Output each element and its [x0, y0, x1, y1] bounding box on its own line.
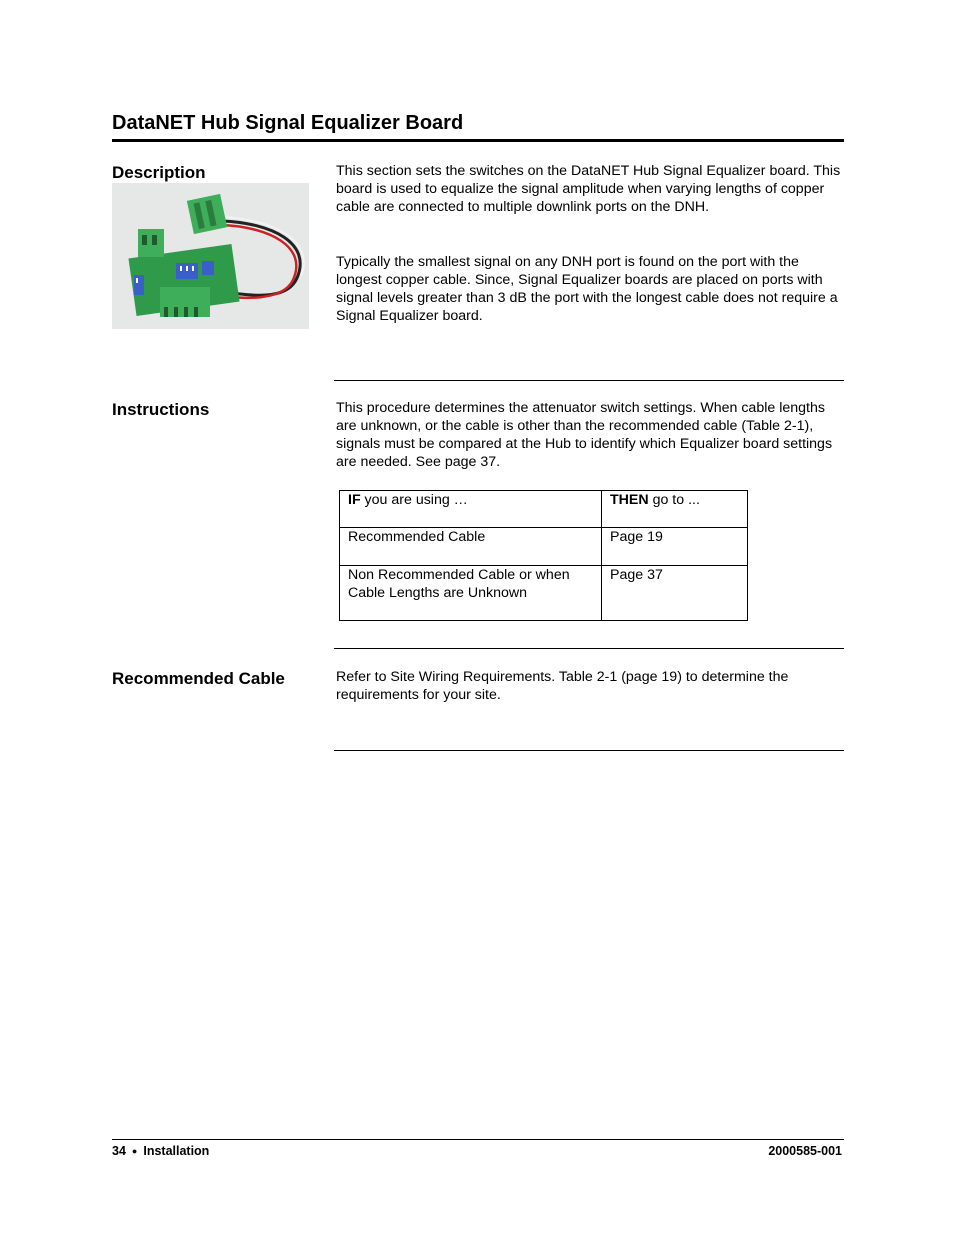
section-divider [334, 380, 844, 381]
table-header-then: THEN go to ... [602, 491, 748, 528]
description-heading: Description [112, 163, 206, 182]
table-cell-condition: Non Recommended Cable or when Cable Lengths are Unknown [340, 566, 602, 621]
if-then-table [339, 490, 748, 621]
footer-section: Installation [143, 1144, 210, 1158]
title-rule [112, 139, 844, 142]
page-number: 34 [112, 1144, 126, 1158]
description-paragraph-2: Typically the smallest signal on any DNH port is found on the port with the longest copper cable. Since, Signal Equalizer boards are placed on ports with signal levels greater than 3 dB the port with the longest cable does not require a Signal Equalizer board. [336, 254, 838, 324]
equalizer-board-image [112, 183, 309, 329]
section-divider [334, 648, 844, 649]
table-header-if: IF you are using … [340, 491, 602, 528]
page-title: DataNET Hub Signal Equalizer Board [112, 112, 464, 134]
document-number: 2000585-001 [768, 1144, 842, 1158]
equalizer-board-photo [112, 183, 309, 329]
recommended-cable-heading: Recommended Cable [112, 669, 285, 688]
table-header-row [340, 491, 748, 528]
table-cell-target: Page 19 [602, 528, 748, 566]
table-row [340, 566, 748, 621]
instructions-heading: Instructions [112, 400, 210, 419]
description-paragraph-1: This section sets the switches on the DataNET Hub Signal Equalizer board. This board is used to equalize the signal amplitude when varying lengths of copper cable are connected to multiple downlink ports on the DNH. [336, 163, 841, 215]
section-divider [334, 750, 844, 751]
table-row [340, 528, 748, 566]
bullet-icon: ● [131, 1146, 138, 1156]
recommended-cable-paragraph: Refer to Site Wiring Requirements. Table 2-1 (page 19) to determine the requirements for your site. [336, 669, 789, 703]
instructions-paragraph: This procedure determines the attenuator switch settings. When cable lengths are unknown, or the cable is other than the recommended cable (Table 2-1), signals must be compared at the Hub to identify which Equalizer board settings are needed. See page 37. [336, 400, 833, 470]
table-cell-condition: Recommended Cable [340, 528, 602, 566]
footer-rule [112, 1139, 844, 1140]
table-cell-target: Page 37 [602, 566, 748, 621]
footer-left [112, 1144, 209, 1158]
